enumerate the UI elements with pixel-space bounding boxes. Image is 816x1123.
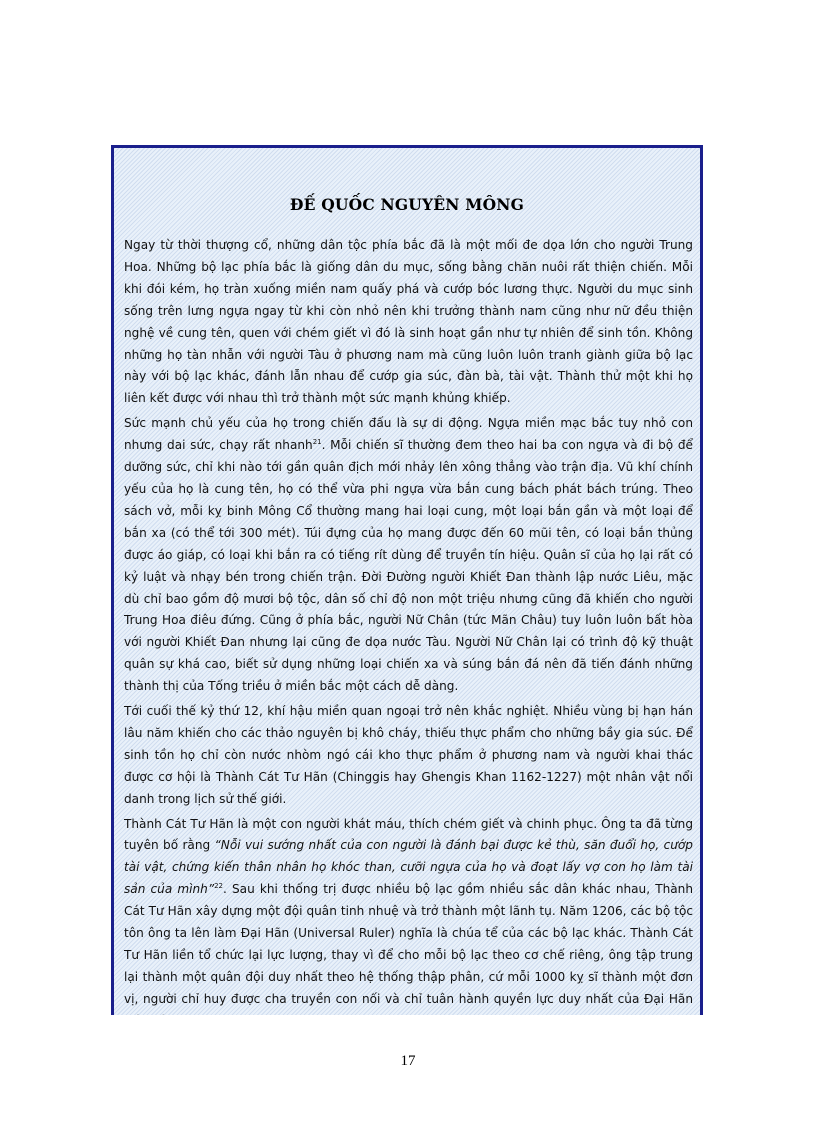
footnote-ref-21[interactable]: 21 — [312, 438, 322, 447]
paragraph-2 — [124, 413, 693, 698]
text-box-frame — [111, 145, 703, 1015]
paragraph-4-text-b: . Sau khi thống trị được nhiều bộ lạc gồm nhiều sắc dân khác nhau, Thành Cát Tư Hãn xây dựng một đội quân tinh nhuệ và trở thành một lãnh tụ. Năm 1206, các bộ tộc tôn ông ta lên làm Đại Hãn (Universal Ruler) nghĩa là chúa tể của các bộ lạc khác. Thành Cát Tư Hãn liền tổ chức lại lực lượng, thay vì để cho mỗi bộ lạc theo cơ chế riêng, ông tập trung lại thành một quân đội duy nhất theo hệ thống thập phân, cứ mỗi 1000 kỵ sĩ thành một đơn vị, người chỉ huy được cha truyền con nối và chỉ tuân hành quyền lực duy nhất của Đại Hãn — [124, 882, 693, 1006]
paragraph-3: Tới cuối thế kỷ thứ 12, khí hậu miền quan ngoại trở nên khắc nghiệt. Nhiều vùng bị hạn hán lâu năm khiến cho các thảo nguyên bị khô cháy, thiếu thực phẩm cho những bầy gia súc. Để sinh tồn họ chỉ còn nước nhòm ngó cái kho thực phẩm ở phương nam và người khai thác được cơ hội là Thành Cát Tư Hãn (Chinggis hay Ghengis Khan 1162-1227) một nhân vật nổi danh trong lịch sử thế giới. — [124, 704, 693, 806]
paragraph-2-text-b: . Mỗi chiến sĩ thường đem theo hai ba con ngựa và đi bộ để dưỡng sức, chỉ khi nào tới gần quân địch mới nhảy lên xông thẳng vào trận địa. Vũ khí chính yếu của họ là cung tên, họ có thể vừa phi ngựa vừa bắn cung bách phát bách trúng. Theo sách vở, mỗi kỵ binh Mông Cổ thường mang hai loại cung, một loại bắn gần và một loại để bắn xa (có thể tới 300 mét). Túi đựng của họ mang được đến 60 mũi tên, có loại bắn thủng được áo giáp, có loại khi bắn ra có tiếng rít dùng để truyền tín hiệu. Quân sĩ của họ lại rất có kỷ luật và nhạy bén trong chiến trận. Đời Đường người Khiết Đan thành lập nước Liêu, mặc dù chỉ bao gồm độ mươi bộ tộc, dân số chỉ độ non một triệu nhưng cũng đã khiến cho người Trung Hoa điêu đứng. Cũng ở phía bắc, người Nữ Chân (tức Mãn Châu) tuy luôn luôn bất hòa với người Khiết Đan nhưng lại cũng đe dọa nước Tàu. Người Nữ Chân lại có trình độ kỹ thuật quân sự khá cao, biết sử dụng những loại chiến xa và súng bắn đá nên đã tiến đánh những thành thị của Tống triều ở miền bắc một cách dễ dàng. — [124, 438, 693, 694]
paragraph-4 — [124, 814, 693, 1015]
paragraph-4-text-a: Thành Cát Tư Hãn là một con người khát máu, thích chém giết và chinh phục. Ông ta đã từng tuyên bố rằng — [124, 816, 693, 853]
paragraph-1: Ngay từ thời thượng cổ, những dân tộc phía bắc đã là một mối đe dọa lớn cho người Trung Hoa. Những bộ lạc phía bắc là giống dân du mục, sống bằng chăn nuôi rất thiện chiến. Mỗi khi đói kém, họ tràn xuống miền nam quấy phá và cướp bóc lương thực. Người du mục sinh sống trên lưng ngựa ngay từ khi còn nhỏ nên khi trưởng thành nam cũng như nữ đều thiện nghệ về cung tên, quen với chém giết vì đó là sinh hoạt gần như tự nhiên để sinh tồn. Không những họ tàn nhẫn với người Tàu ở phương nam mà cũng luôn luôn tranh giành giữa bộ lạc này với bộ lạc khác, đánh lẫn nhau để cướp gia súc, đàn bà, tài vật. Thành thử một khi họ liên kết được với nhau thì trở thành một sức mạnh khủng khiếp. — [124, 238, 693, 406]
footnote-ref-22[interactable]: 22 — [214, 882, 224, 891]
page-number: 17 — [400, 1053, 416, 1069]
paragraph-2-text-a: Sức mạnh chủ yếu của họ trong chiến đấu là sự di động. Ngựa miền mạc bắc tuy nhỏ con nhưng dai sức, chạy rất nhanh — [124, 416, 693, 453]
chapter-title: ĐẾ QUỐC NGUYÊN MÔNG — [289, 195, 525, 214]
genghis-quote: “Nỗi vui sướng nhất của con người là đánh bại được kẻ thù, săn đuổi họ, cướp tài vật, chứng kiến thân nhân họ khóc than, cưỡi ngựa của họ và đoạt lấy vợ con họ làm tài sản của mình” — [124, 838, 693, 897]
body-text — [114, 235, 700, 1015]
